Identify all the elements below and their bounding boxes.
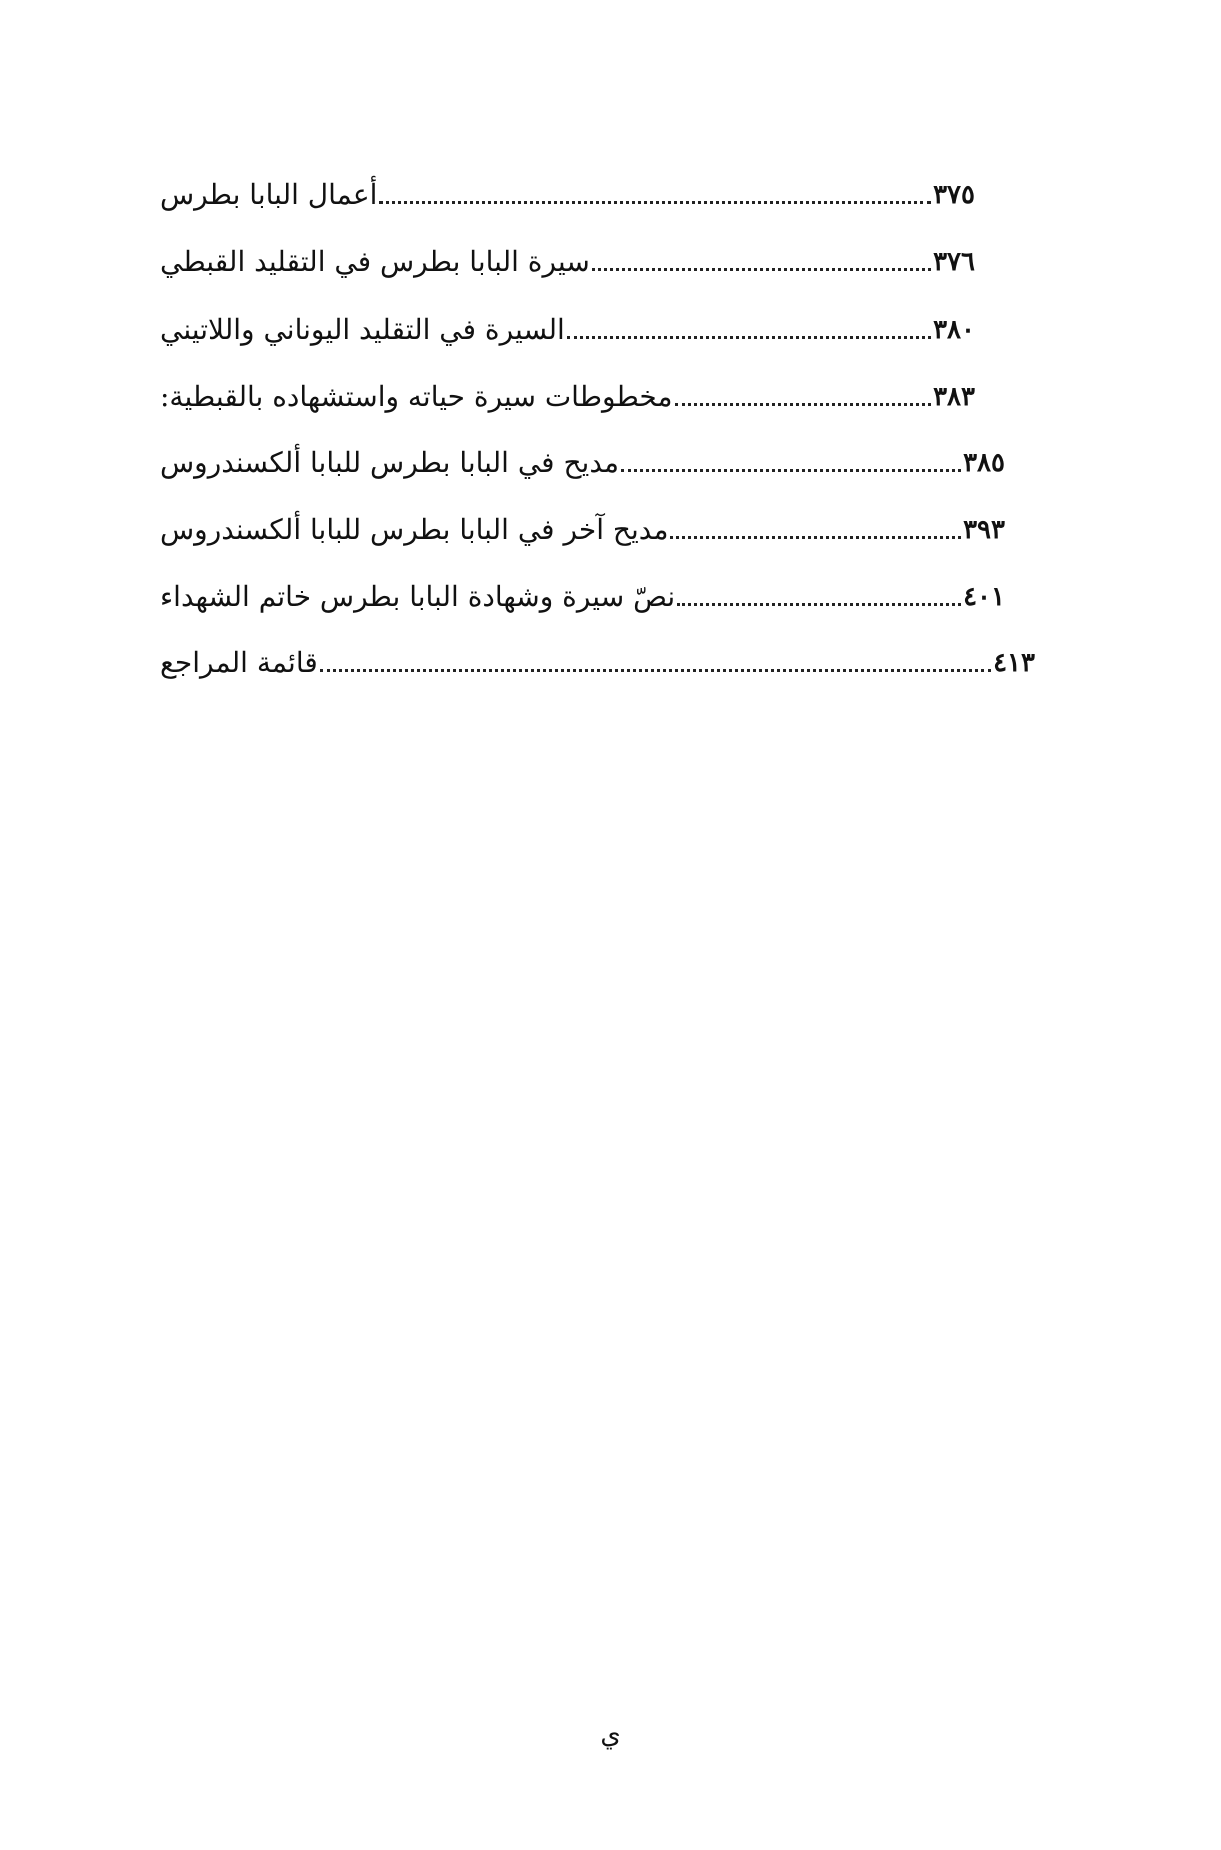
toc-entry-title: السيرة في التقليد اليوناني واللاتيني: [160, 313, 565, 346]
toc-entry-page: ٣٨٠: [933, 315, 975, 345]
toc-entry-page: ٤٠١: [963, 582, 1005, 612]
toc-entry-title: مديح في البابا بطرس للبابا ألكسندروس: [160, 446, 620, 479]
toc-entry-page: ٤١٣: [993, 648, 1035, 678]
dot-leader: [675, 403, 932, 406]
toc-entry: [160, 433, 1005, 483]
toc-entry-title: سيرة البابا بطرس في التقليد القبطي: [160, 245, 590, 278]
dot-leader: [592, 268, 931, 271]
toc-entry-page: ٣٨٥: [963, 448, 1005, 478]
dot-leader: [677, 603, 961, 606]
toc-entry: [160, 500, 1005, 550]
page-number: ي: [600, 1720, 621, 1750]
toc-entry-page: ٣٧٥: [933, 180, 975, 210]
dot-leader: [379, 201, 931, 204]
toc-entry-title: مخطوطات سيرة حياته واستشهاده بالقبطية:: [160, 380, 673, 413]
toc-entry-title: نصّ سيرة وشهادة البابا بطرس خاتم الشهداء: [160, 580, 676, 613]
toc-entry-page: ٣٨٣: [933, 382, 975, 412]
toc-entry: [160, 165, 975, 215]
toc-entry: [160, 367, 975, 417]
toc-entry-title: أعمال البابا بطرس: [160, 178, 378, 211]
dot-leader: [670, 536, 961, 539]
toc-entry-page: ٣٧٦: [933, 247, 975, 277]
toc-entry-title: مديح آخر في البابا بطرس للبابا ألكسندروس: [160, 513, 669, 546]
toc-entry: [160, 232, 975, 282]
dot-leader: [621, 469, 961, 472]
table-of-contents: [0, 0, 1221, 800]
toc-entry: [160, 300, 975, 350]
dot-leader: [567, 336, 931, 339]
toc-entry-title: قائمة المراجع: [160, 646, 318, 679]
toc-entry-page: ٣٩٣: [963, 515, 1005, 545]
toc-entry: [160, 633, 1035, 683]
dot-leader: [320, 669, 991, 672]
toc-entry: [160, 567, 1005, 617]
